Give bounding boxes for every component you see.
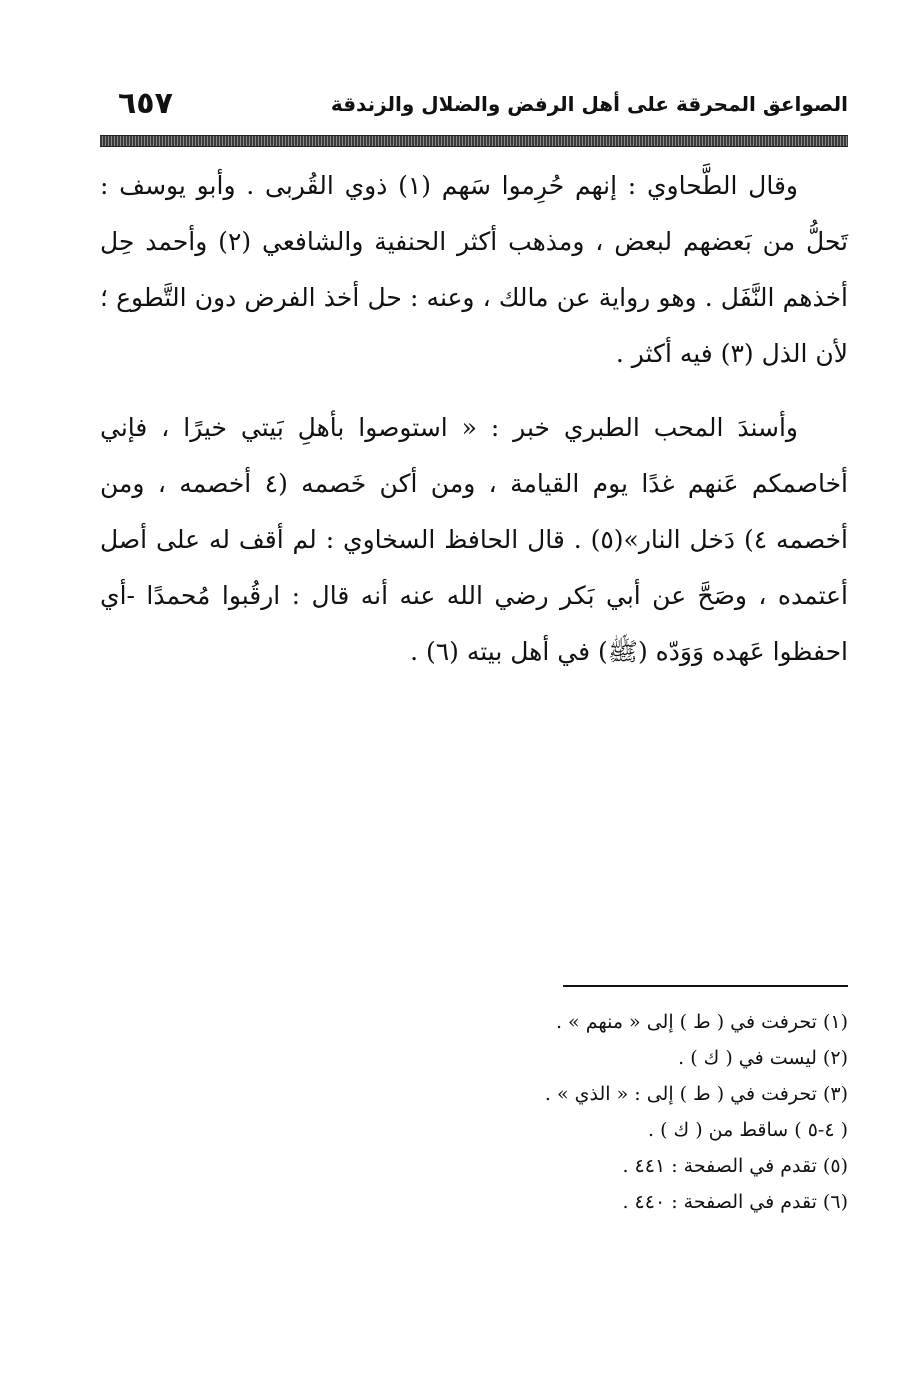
footnote: (٣) تحرفت في ( ط ) إلى : « الذي » . (544, 1083, 848, 1105)
footnote: (٥) تقدم في الصفحة : ٤٤١ . (622, 1155, 848, 1177)
page-header (100, 86, 848, 130)
header-divider (100, 135, 848, 147)
footnote: (٦) تقدم في الصفحة : ٤٤٠ . (622, 1191, 848, 1213)
page-number: ٦٥٧ (118, 86, 173, 121)
paragraph: وأسندَ المحب الطبري خبر : « استوصوا بأهلِ بَيتي خيرًا ، فإني أخاصمكم عَنهم غدًا يوم القيامة ، ومن أكن خَصمه (٤ أخصمه ، ومن أخصمه ٤) دَخل النار»(٥) . قال الحافظ السخاوي : لم أقف له على أصل أعتمده ، وصَحَّ عن أبي بَكر رضي الله عنه أنه قال : ارقُبوا مُحمدًا -أي احفظوا عَهده وَوَدّه (ﷺ) في أهل بيته (٦) . (100, 413, 849, 666)
footnote-divider (563, 985, 848, 987)
footnote: (٢) ليست في ( ك ) . (678, 1047, 848, 1069)
footnote: (١) تحرفت في ( ط ) إلى « منهم » . (555, 1011, 848, 1033)
running-title: الصواعق المحرقة على أهل الرفض والضلال والزندقة (330, 92, 848, 116)
footnotes-list (100, 1004, 848, 1220)
paragraph: وقال الطَّحاوي : إنهم حُرِموا سَهم (١) ذوي القُربى . وأبو يوسف : تَحلُّ من بَعضهم لبعض ، ومذهب أكثر الحنفية والشافعي (٢) وأحمد حِل أخذهم النَّفَل . وهو رواية عن مالك ، وعنه : حل أخذ الفرض دون التَّطوع ؛ لأن الذل (٣) فيه أكثر . (100, 171, 849, 368)
footnote: ( ٤-٥ ) ساقط من ( ك ) . (648, 1119, 848, 1141)
main-text (100, 158, 848, 680)
